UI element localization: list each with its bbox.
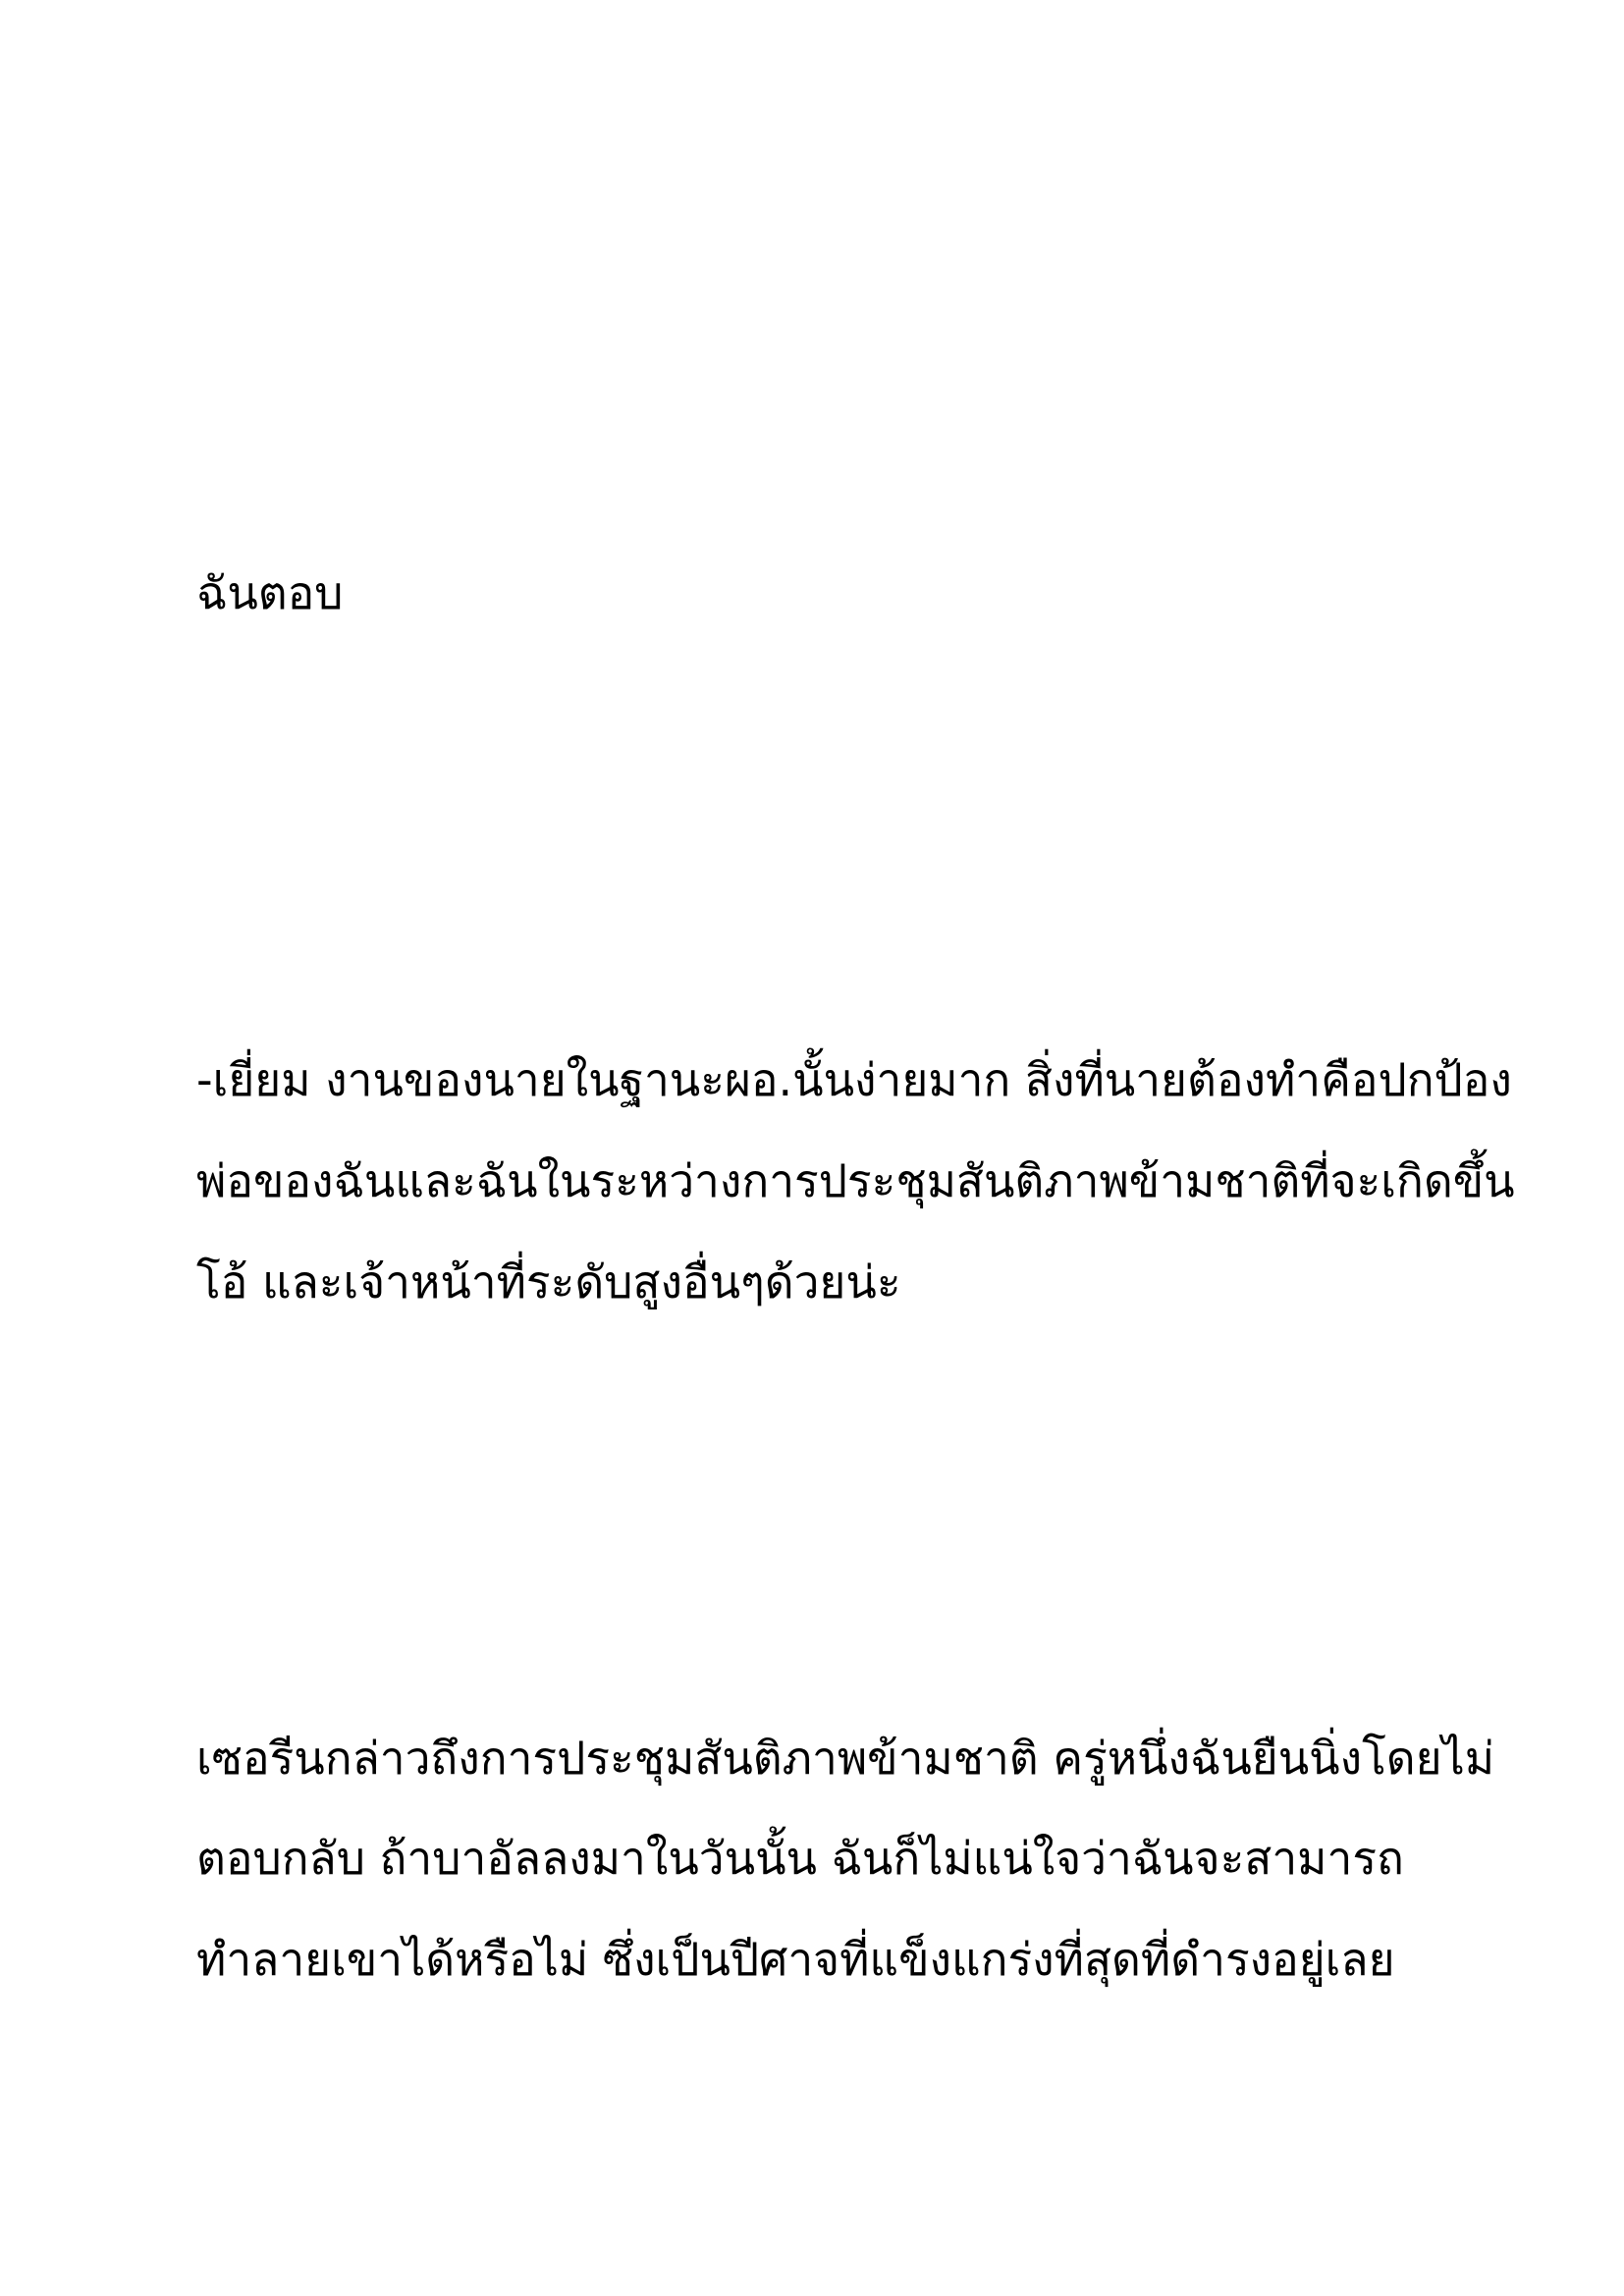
paragraph-1-line-1: ฉันตอบ — [196, 566, 344, 619]
paragraph-3-line-2: ตอบกลับ ถ้าบาอัลลงมาในวันนั้น ฉันก็ไม่แน่ใจว่าฉันจะสามารถ — [196, 1832, 1404, 1885]
paragraph-2-line-1: -เยี่ยม งานของนายในฐานะผอ.นั้นง่ายมาก สิ่งที่นายต้องทำคือปกป้อง — [196, 1053, 1512, 1106]
paragraph-3-line-1: เซอรีนกล่าวถึงการประชุมสันติภาพข้ามชาติ ครู่หนึ่งฉันยืนนิ่งโดยไม่ — [196, 1732, 1495, 1785]
paragraph-3-line-3: ทำลายเขาได้หรือไม่ ซึ่งเป็นปีศาจที่แข็งแกร่งที่สุดที่ดำรงอยู่เลย — [196, 1933, 1395, 1986]
paragraph-2-line-2: พ่อของฉันและฉันในระหว่างการประชุมสันติภาพข้ามชาติที่จะเกิดขึ้น — [196, 1154, 1515, 1207]
paragraph-2-line-3: โอ้ และเจ้าหน้าที่ระดับสูงอื่นๆด้วยน่ะ — [196, 1255, 901, 1308]
